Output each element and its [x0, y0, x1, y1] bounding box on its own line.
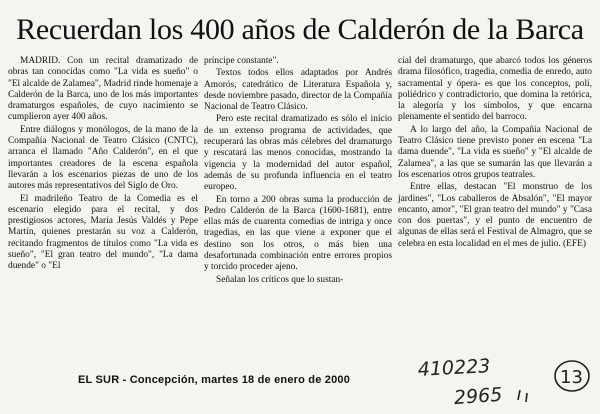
article-column-1 — [8, 56, 198, 273]
handwritten-number: 2965 — [453, 383, 504, 410]
article-column-2 — [204, 56, 392, 286]
handwritten-circled-number: 13 — [560, 367, 583, 388]
handwritten-code: 410223 — [417, 355, 491, 381]
article-column-3 — [398, 56, 592, 250]
paragraph: Pero este recital dramatizado es sólo el inicio de un extenso programa de actividades, que recuperará las obras más célebres del dramaturgo y rescatará las menos conocidas, mostrando la vigencia y la modernidad del autor español, además de su profunda influencia en el teatro europeo. — [204, 114, 392, 193]
paragraph: Entre diálogos y monólogos, de la mano de la Compañía Nacional de Teatro Clásico (CNTC), arranca el llamado "Año Calderón", en el que importantes creadores de la escena española llevarán a los escenarios piezas de uno de los autores más representativos del Siglo de Oro. — [8, 124, 198, 192]
paragraph: A lo largo del año, la Compañía Nacional de Teatro Clásico tiene previsto poner en escena "La dama duende", "La vida es sueño" y "El alcalde de Zalamea", a las que se sumarán las que llevarán a los escenarios otros grupos teatrales. — [398, 124, 592, 180]
paragraph: Entre ellas, destacan "El monstruo de los jardines", "Los caballeros de Absalón", "El mayor encanto, amor", "El gran teatro del mundo" y "Casa con dos puertas", y el punto de encuentro de algunas de ellas será el Festival de Almagro, que se celebra en esta localidad en el mes de julio. (EFE) — [398, 182, 592, 249]
handwritten-annotation — [414, 352, 598, 412]
paragraph: Señalan los críticos que lo sustan- — [216, 274, 344, 285]
source-line: EL SUR - Concepción, martes 18 de enero de 2000 — [78, 374, 351, 386]
paragraph: cial del dramaturgo, que abarcó todos los géneros drama filosófico, tragedia, comedia de enredo, auto sacramental y ópera- es que los conceptos, polí, poliédrico y contradictorio, que domina la retórica, la alegoría y los símbolos, y que encarna plenamente el sentido del barroco. — [398, 56, 592, 123]
paragraph: MADRID. Con un recital dramatizado de obras tan conocidas como "La vida es sueño" o "El alcalde de Zalamea", Madrid rinde homenaje a Calderón de la Barca, uno de los más importantes dramaturgos españoles, de cuyo nacimiento se cumplieron ayer 400 años. — [8, 56, 198, 123]
paragraph: El madrileño Teatro de la Comedia es el escenario elegido para el recital, y dos prestigiosos actores, María Jesús Valdés y Pepe Martín, quienes prestarán su voz a Calderón, recitando fragmentos de títulos como "La vida es sueño", "El gran teatro del mundo", "La dama duende" o "El — [8, 193, 198, 272]
paragraph: En torno a 200 obras suma la producción de Pedro Calderón de la Barca (1600-1681), entre ellas más de cuarenta comedias de intriga y once tragedias, en las que viene a exponer que el destino son los otros, o más bien una desafortunada combinación entre errores propios y torcido proceder ajeno. — [204, 194, 392, 273]
headline: Recuerdan los 400 años de Calderón de la Barca — [16, 13, 584, 46]
paragraph: Textos todos ellos adaptados por Andrés Amorós, catedrático de Literatura Española y, desde noviembre pasado, director de la Compañía Nacional de Teatro Clásico. — [204, 68, 392, 113]
paragraph: príncipe constante". — [204, 56, 279, 66]
